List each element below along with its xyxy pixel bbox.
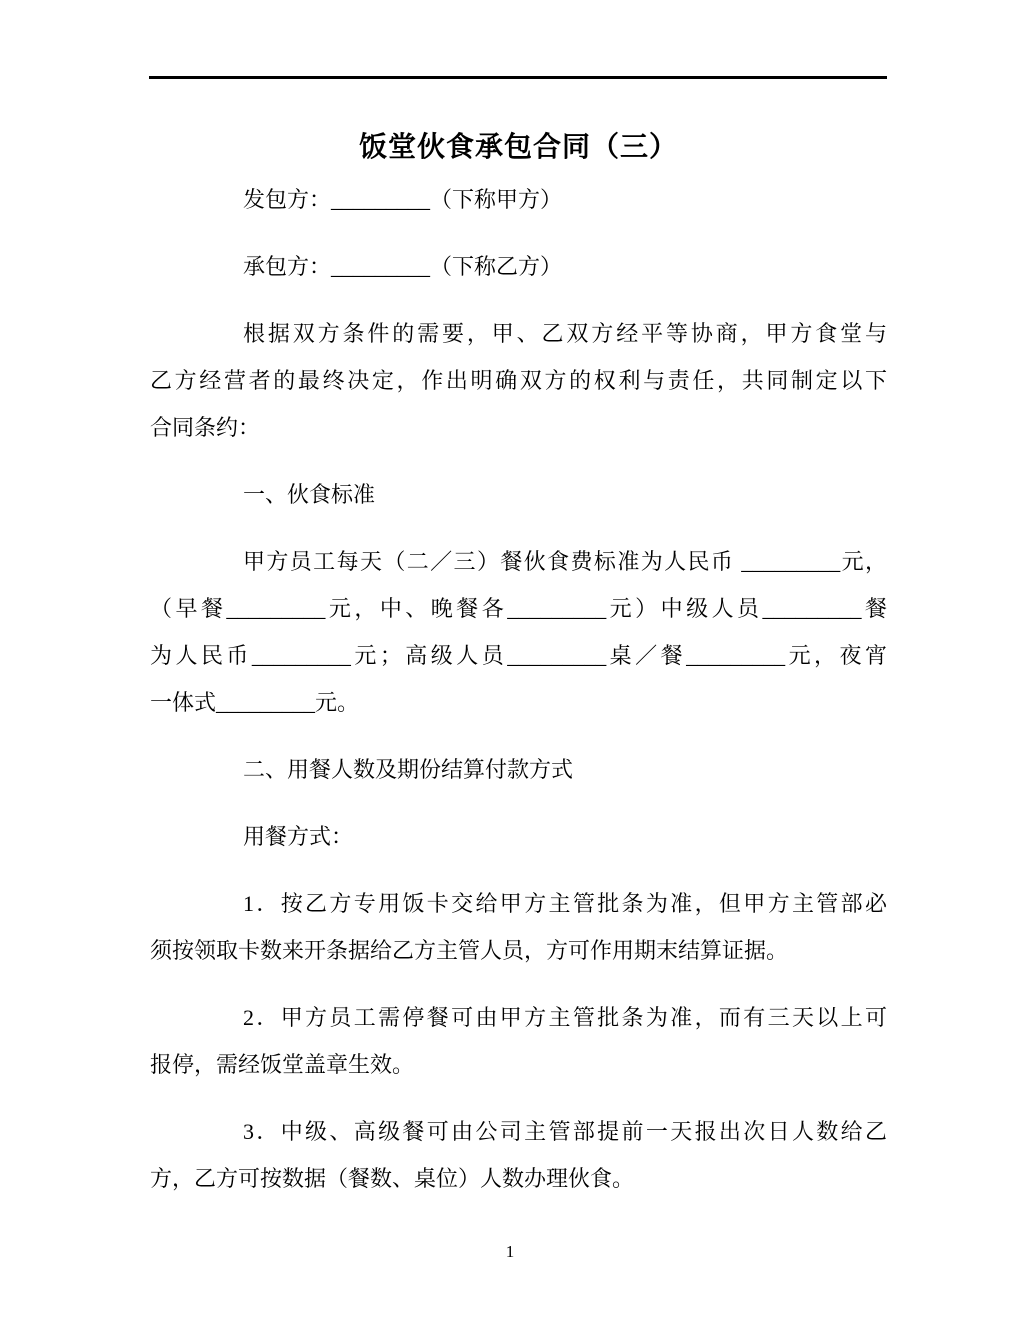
paragraph-line: 甲方员工每天（二／三）餐伙食费标准为人民币 _________元， xyxy=(243,549,887,574)
paragraph-line: 发包方：_________（下称甲方） xyxy=(243,187,563,212)
page-number: 1 xyxy=(505,1242,515,1261)
paragraph xyxy=(150,176,887,223)
paragraph xyxy=(150,310,887,451)
paragraph-line: 二、用餐人数及期份结算付款方式 xyxy=(243,757,574,782)
paragraph-line: 一、伙食标准 xyxy=(243,482,376,507)
paragraph xyxy=(150,746,887,793)
paragraph-line: 用餐方式： xyxy=(243,824,354,849)
paragraph-line: 根据双方条件的需要，甲、乙双方经平等协商，甲方食堂与 xyxy=(243,321,887,346)
paragraph-list xyxy=(150,176,887,1202)
paragraph xyxy=(150,243,887,290)
paragraph-line: 1．按乙方专用饭卡交给甲方主管批条为准，但甲方主管部必 xyxy=(243,891,887,916)
document-title: 饭堂伙食承包合同（三） xyxy=(358,132,678,163)
paragraph-line: 一体式_________元。 xyxy=(150,690,360,715)
paragraph xyxy=(150,471,887,518)
paragraph-line: 为人民币_________元；高级人员_________桌／餐_________元，夜宵 xyxy=(150,643,887,668)
paragraph xyxy=(150,1108,887,1202)
paragraph-line: 合同条约： xyxy=(150,415,261,440)
paragraph-line: 承包方：_________（下称乙方） xyxy=(243,254,563,279)
paragraph xyxy=(150,813,887,860)
paragraph xyxy=(150,538,887,726)
paragraph-line: 2．甲方员工需停餐可由甲方主管批条为准，而有三天以上可 xyxy=(243,1005,887,1030)
paragraph-line: 须按领取卡数来开条据给乙方主管人员，方可作用期末结算证据。 xyxy=(150,938,789,963)
paragraph-line: 方，乙方可按数据（餐数、桌位）人数办理伙食。 xyxy=(150,1166,635,1191)
document-content xyxy=(150,78,887,1222)
paragraph-line: 报停，需经饭堂盖章生效。 xyxy=(150,1052,415,1077)
paragraph-line: 乙方经营者的最终决定，作出明确双方的权利与责任，共同制定以下 xyxy=(150,368,887,393)
paragraph-line: 3．中级、高级餐可由公司主管部提前一天报出次日人数给乙 xyxy=(243,1119,887,1144)
paragraph xyxy=(150,880,887,974)
paragraph-line: （早餐_________元，中、晚餐各_________元）中级人员_________餐 xyxy=(150,596,887,621)
paragraph xyxy=(150,994,887,1088)
